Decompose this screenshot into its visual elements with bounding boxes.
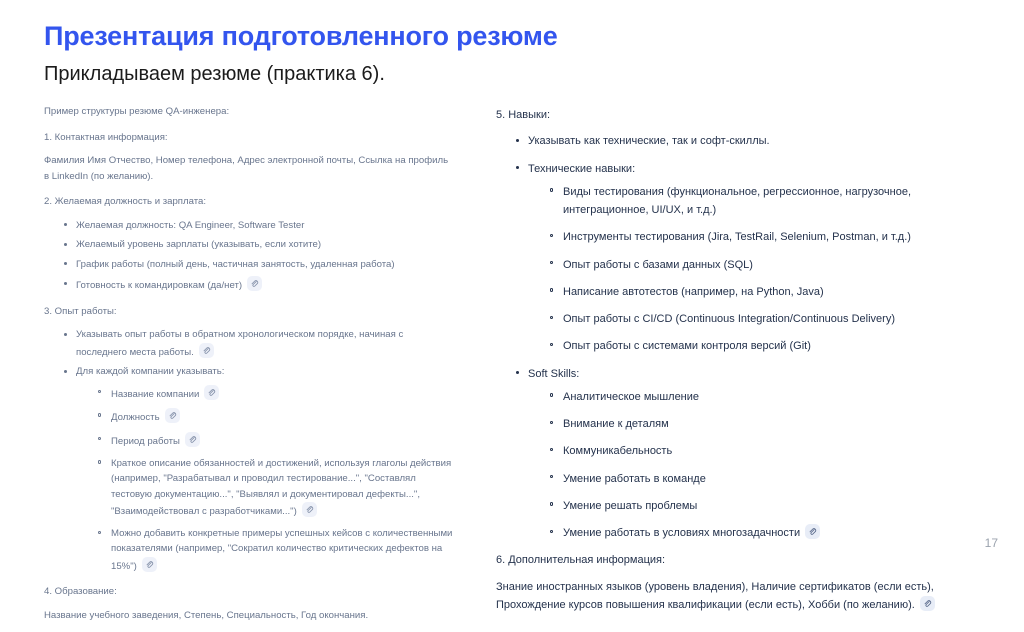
list-item (98, 385, 454, 403)
list-item-label: Аналитическое мышление (563, 390, 700, 403)
section-3-list (44, 327, 454, 574)
slide-header (0, 0, 1024, 86)
list-item-label: Период работы (111, 435, 180, 447)
list-item (64, 364, 454, 574)
list-item-label: Опыт работы с системами контроля версий (Git) (563, 340, 811, 353)
list-item-label: Виды тестирования (функциональное, регрессионное, нагрузочное, интеграционное, UI/UX, и т.д.) (563, 185, 912, 216)
list-item (64, 237, 454, 253)
slide-body (0, 100, 1024, 621)
intro-text: Пример структуры резюме QA-инженера: (44, 106, 230, 117)
paperclip-icon[interactable] (199, 343, 214, 358)
list-item (516, 132, 980, 150)
technical-skills-list (528, 183, 980, 356)
list-item-label: Коммуникабельность (563, 445, 673, 458)
page-title: Презентация подготовленного резюме (44, 21, 558, 51)
list-item (550, 442, 980, 460)
right-column (470, 100, 1024, 623)
list-item-label: Инструменты тестирования (Jira, TestRail, Selenium, Postman, и т.д.) (563, 231, 911, 244)
section-3-sublist (76, 385, 454, 574)
list-item-label: Опыт работы с базами данных (SQL) (563, 258, 753, 271)
paperclip-icon[interactable] (805, 524, 820, 539)
list-item (98, 408, 454, 426)
paperclip-icon[interactable] (302, 502, 317, 517)
section-3-heading: 3. Опыт работы: (44, 305, 117, 317)
list-item-label: Написание автотестов (например, на Python, Java) (563, 285, 824, 298)
list-item-label: График работы (полный день, частичная занятость, удаленная работа) (76, 258, 395, 270)
list-item-label: Умение работать в команде (563, 472, 706, 485)
list-item-label: Опыт работы с CI/CD (Continuous Integration/Continuous Delivery) (563, 313, 895, 325)
list-item-label: Готовность к командировкам (да/нет) (76, 280, 243, 292)
page-number: 17 (984, 536, 998, 550)
list-item (550, 283, 980, 301)
paperclip-icon[interactable] (920, 596, 935, 611)
page-subtitle: Прикладываем резюме (практика 6). (44, 62, 385, 85)
soft-skills-list (528, 388, 980, 543)
list-item-label: Желаемый уровень зарплаты (указывать, если хотите) (76, 239, 322, 251)
list-item (98, 456, 454, 520)
list-item-label: Soft Skills: (528, 367, 580, 380)
list-item (550, 228, 980, 246)
left-column (0, 100, 470, 632)
list-item-label: Внимание к деталям (563, 418, 669, 430)
list-item-label: Название компании (111, 388, 200, 400)
list-item-label: Можно добавить конкретные примеры успешных кейсов с количественными показателями (например, "Сократил количество критических дефектов на 15%") (111, 527, 453, 572)
list-item (550, 470, 980, 488)
section-1-text: Фамилия Имя Отчество, Номер телефона, Адрес электронной почты, Ссылка на профиль в LinkedIn (по желанию). (44, 155, 449, 182)
list-item (550, 388, 980, 406)
list-item-label: Умение решать проблемы (563, 499, 698, 512)
list-item (550, 337, 980, 355)
list-item (64, 257, 454, 273)
list-item (64, 276, 454, 294)
list-item (550, 310, 980, 328)
section-6-text (496, 578, 980, 615)
list-item-label: Для каждой компании указывать: (76, 366, 225, 378)
section-6-body: Знание иностранных языков (уровень владения), Наличие сертификатов (если есть), Прохождение курсов повышения квалификации (если есть), Хобби (по желанию). (496, 580, 934, 611)
list-item (64, 327, 454, 360)
section-4-text: Название учебного заведения, Степень, Специальность, Год окончания. (44, 609, 369, 621)
section-5-heading: 5. Навыки: (496, 109, 551, 121)
list-item-label: Умение работать в условиях многозадачности (563, 527, 801, 539)
section-4-heading: 4. Образование: (44, 586, 117, 598)
paperclip-icon[interactable] (247, 276, 262, 291)
list-item (98, 526, 454, 575)
skills-document (496, 106, 980, 614)
list-item (64, 218, 454, 234)
list-item (550, 415, 980, 433)
list-item (550, 524, 980, 542)
resume-structure-document (44, 104, 454, 623)
list-item-label: Указывать опыт работы в обратном хронологическом порядке, начиная с последнего места работы. (76, 329, 404, 358)
paperclip-icon[interactable] (142, 557, 157, 572)
section-2-heading: 2. Желаемая должность и зарплата: (44, 196, 207, 208)
section-6-heading: 6. Дополнительная информация: (496, 554, 666, 567)
list-item (550, 497, 980, 515)
paperclip-icon[interactable] (165, 408, 180, 423)
list-item (550, 256, 980, 274)
section-2-list (44, 218, 454, 294)
paperclip-icon[interactable] (204, 385, 219, 400)
paperclip-icon[interactable] (185, 432, 200, 447)
list-item (98, 432, 454, 450)
skills-list (496, 132, 980, 542)
list-item (516, 160, 980, 356)
list-item-label: Указывать как технические, так и софт-скиллы. (528, 135, 770, 148)
list-item-label: Технические навыки: (528, 162, 636, 175)
list-item-label: Желаемая должность: QA Engineer, Software Tester (76, 219, 305, 231)
list-item-label: Краткое описание обязанностей и достижений, используя глаголы действия (например, "Разрабатывал и проводил тестирование...", "Составлял тестовую документацию...", "Выявлял и документировал дефекты...", "Взаимодействовал с разработчиками...") (111, 457, 452, 518)
list-item-label: Должность (111, 412, 160, 424)
list-item (516, 365, 980, 543)
list-item (550, 183, 980, 220)
section-1-heading: 1. Контактная информация: (44, 131, 168, 143)
